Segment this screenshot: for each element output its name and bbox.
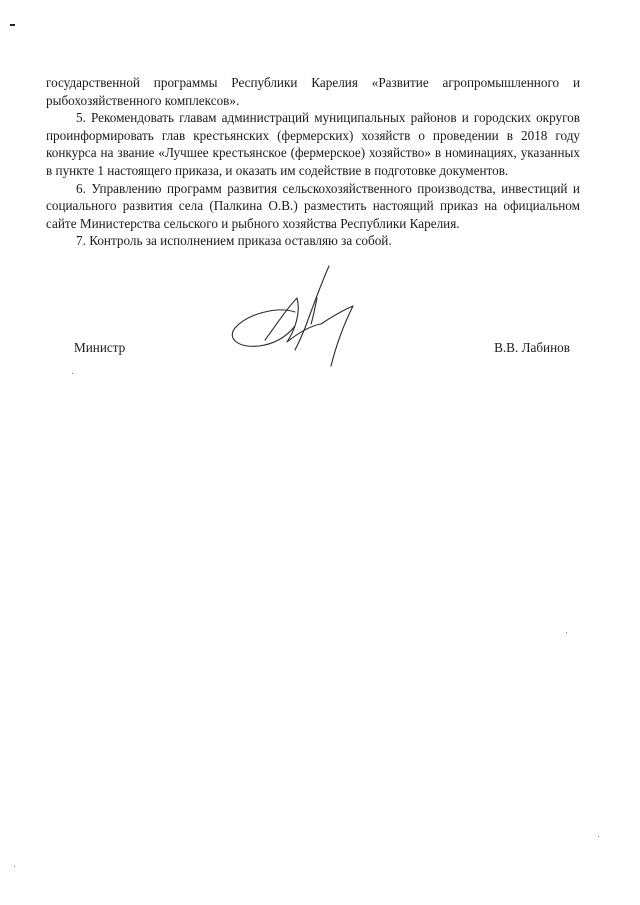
paragraph-item-5: 5. Рекомендовать главам администраций муниципальных районов и городских округов проинформировать глав крестьянских (фермерских) хозяйств о проведении в 2018 году конкурса на звание «Лучшее крестьянское (фермерское) хозяйство» в номинациях, указанных в пункте 1 настоящего приказа, и оказать им содействие в подготовке документов.	[46, 110, 580, 178]
scan-artifact	[10, 24, 15, 26]
document-body	[46, 74, 580, 250]
scan-speck	[14, 866, 15, 867]
scan-speck	[566, 632, 567, 633]
scan-speck	[598, 836, 599, 837]
handwritten-signature	[225, 262, 375, 374]
signer-position: Министр	[74, 340, 126, 355]
paragraph-item-7: 7. Контроль за исполнением приказа оставляю за собой.	[76, 233, 392, 249]
paragraph-continuation: государственной программы Республики Карелия «Развитие агропромышленного и рыбохозяйственного комплексов».	[46, 75, 580, 108]
scan-speck	[72, 373, 73, 374]
signer-name: В.В. Лабинов	[494, 340, 570, 355]
paragraph-item-6: 6. Управлению программ развития сельскохозяйственного производства, инвестиций и социального развития села (Палкина О.В.) разместить настоящий приказ на официальном сайте Министерства сельского и рыбного хозяйства Республики Карелия.	[46, 180, 580, 231]
